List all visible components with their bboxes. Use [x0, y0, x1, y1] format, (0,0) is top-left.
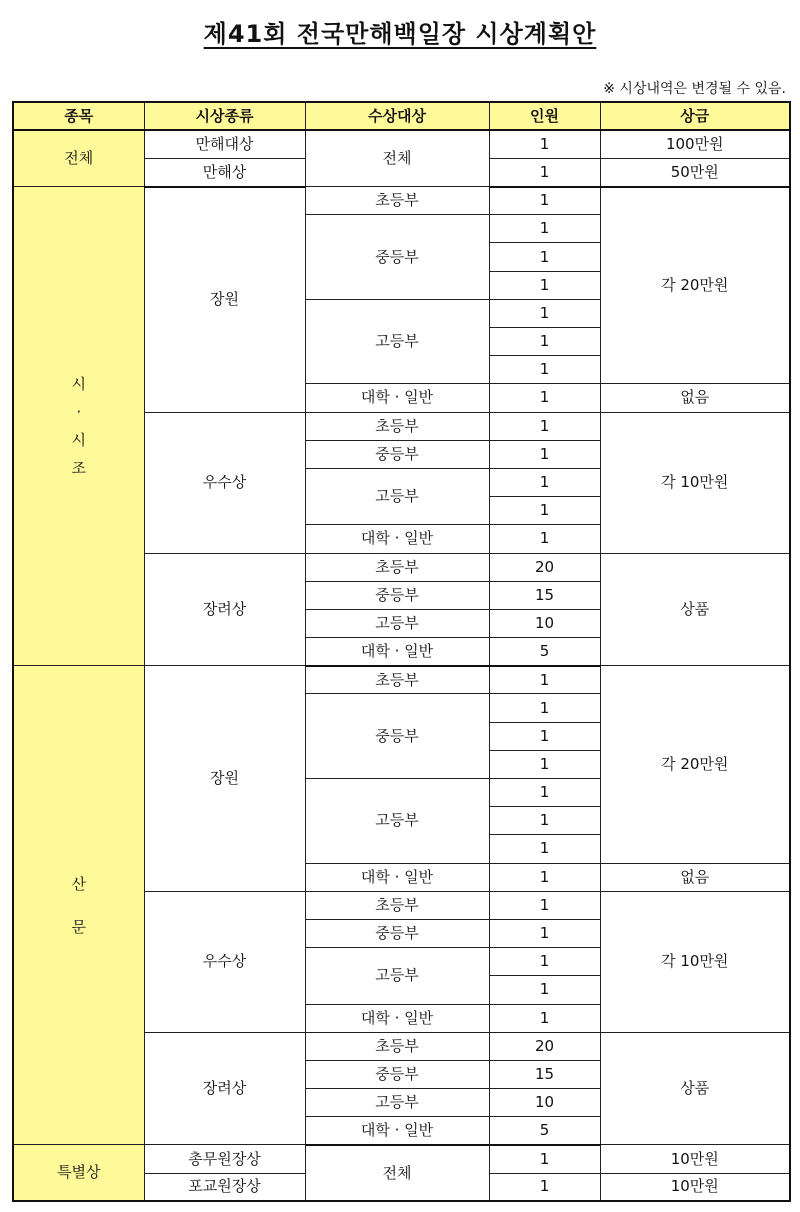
table-row	[13, 666, 790, 694]
target-cell: 대학 · 일반	[305, 638, 489, 666]
count-cell: 1	[489, 243, 600, 271]
target-cell: 전체	[305, 130, 489, 186]
count-cell: 1	[489, 525, 600, 553]
target-cell: 초등부	[305, 187, 489, 215]
award-cell: 장원	[144, 187, 305, 413]
count-cell: 15	[489, 581, 600, 609]
award-cell: 우수상	[144, 412, 305, 553]
table-row	[13, 1145, 790, 1173]
category-poetry-line: 조	[71, 459, 86, 478]
award-cell: 장려상	[144, 1032, 305, 1145]
count-cell: 1	[489, 384, 600, 412]
table-row	[13, 130, 790, 158]
count-cell: 1	[489, 356, 600, 384]
prize-cell: 50만원	[600, 158, 790, 186]
count-cell: 1	[489, 130, 600, 158]
category-overall: 전체	[13, 130, 144, 186]
category-prose	[13, 666, 144, 1145]
count-cell: 1	[489, 328, 600, 356]
target-cell: 대학 · 일반	[305, 1004, 489, 1032]
count-cell: 1	[489, 891, 600, 919]
target-cell: 중등부	[305, 215, 489, 300]
count-cell: 1	[489, 1145, 600, 1173]
header-count: 인원	[489, 102, 600, 130]
target-cell: 중등부	[305, 440, 489, 468]
count-cell: 1	[489, 497, 600, 525]
count-cell: 1	[489, 807, 600, 835]
target-cell: 초등부	[305, 412, 489, 440]
prize-cell: 100만원	[600, 130, 790, 158]
category-poetry-line: ·	[76, 403, 82, 422]
count-cell: 1	[489, 1004, 600, 1032]
target-cell: 초등부	[305, 666, 489, 694]
target-cell: 고등부	[305, 779, 489, 864]
count-cell: 1	[489, 468, 600, 496]
prize-cell: 상품	[600, 553, 790, 666]
target-cell: 고등부	[305, 609, 489, 637]
header-prize: 상금	[600, 102, 790, 130]
count-cell: 5	[489, 1117, 600, 1145]
header-category: 종목	[13, 102, 144, 130]
count-cell: 1	[489, 835, 600, 863]
count-cell: 1	[489, 919, 600, 947]
award-cell: 총무원장상	[144, 1145, 305, 1173]
count-cell: 10	[489, 1089, 600, 1117]
count-cell: 10	[489, 609, 600, 637]
header-row	[13, 102, 790, 130]
change-notice: ※ 시상내역은 변경될 수 있음.	[603, 81, 786, 97]
target-cell: 고등부	[305, 948, 489, 1004]
target-cell: 고등부	[305, 468, 489, 524]
prize-cell: 상품	[600, 1032, 790, 1145]
header-target: 수상대상	[305, 102, 489, 130]
prize-cell: 없음	[600, 384, 790, 412]
table-row	[13, 187, 790, 215]
award-cell: 만해대상	[144, 130, 305, 158]
count-cell: 5	[489, 638, 600, 666]
document-title-text: 제41회 전국만해백일장 시상계획안	[203, 20, 597, 48]
count-cell: 1	[489, 1173, 600, 1201]
award-cell: 만해상	[144, 158, 305, 186]
document-title	[0, 14, 800, 49]
target-cell: 대학 · 일반	[305, 1117, 489, 1145]
count-cell: 1	[489, 666, 600, 694]
count-cell: 1	[489, 750, 600, 778]
target-cell: 초등부	[305, 1032, 489, 1060]
target-cell: 중등부	[305, 1060, 489, 1088]
target-cell: 고등부	[305, 299, 489, 384]
prize-cell: 없음	[600, 863, 790, 891]
award-plan-table	[12, 101, 791, 1202]
category-prose-line: 산	[71, 874, 86, 893]
count-cell: 20	[489, 553, 600, 581]
count-cell: 1	[489, 976, 600, 1004]
award-cell: 포교원장상	[144, 1173, 305, 1201]
count-cell: 1	[489, 187, 600, 215]
count-cell: 1	[489, 779, 600, 807]
prize-cell: 10만원	[600, 1173, 790, 1201]
prize-cell: 각 20만원	[600, 666, 790, 863]
prize-cell: 10만원	[600, 1145, 790, 1173]
count-cell: 1	[489, 299, 600, 327]
target-cell: 중등부	[305, 694, 489, 779]
target-cell: 중등부	[305, 581, 489, 609]
prize-cell: 각 10만원	[600, 412, 790, 553]
count-cell: 1	[489, 158, 600, 186]
count-cell: 1	[489, 722, 600, 750]
category-poetry-line: 시	[71, 375, 86, 394]
category-special: 특별상	[13, 1145, 144, 1201]
award-cell: 장려상	[144, 553, 305, 666]
count-cell: 1	[489, 948, 600, 976]
target-cell: 초등부	[305, 553, 489, 581]
target-cell: 대학 · 일반	[305, 863, 489, 891]
prize-cell: 각 10만원	[600, 891, 790, 1032]
count-cell: 15	[489, 1060, 600, 1088]
count-cell: 1	[489, 863, 600, 891]
target-cell: 대학 · 일반	[305, 525, 489, 553]
target-cell: 대학 · 일반	[305, 384, 489, 412]
category-prose-line: 문	[71, 917, 86, 936]
award-cell: 우수상	[144, 891, 305, 1032]
target-cell: 전체	[305, 1145, 489, 1201]
prize-cell: 각 20만원	[600, 187, 790, 384]
award-cell: 장원	[144, 666, 305, 892]
count-cell: 1	[489, 215, 600, 243]
count-cell: 1	[489, 271, 600, 299]
category-poetry	[13, 187, 144, 666]
count-cell: 1	[489, 694, 600, 722]
target-cell: 중등부	[305, 919, 489, 947]
count-cell: 1	[489, 412, 600, 440]
count-cell: 20	[489, 1032, 600, 1060]
category-poetry-line: 시	[71, 431, 86, 450]
header-award-type: 시상종류	[144, 102, 305, 130]
count-cell: 1	[489, 440, 600, 468]
target-cell: 고등부	[305, 1089, 489, 1117]
target-cell: 초등부	[305, 891, 489, 919]
